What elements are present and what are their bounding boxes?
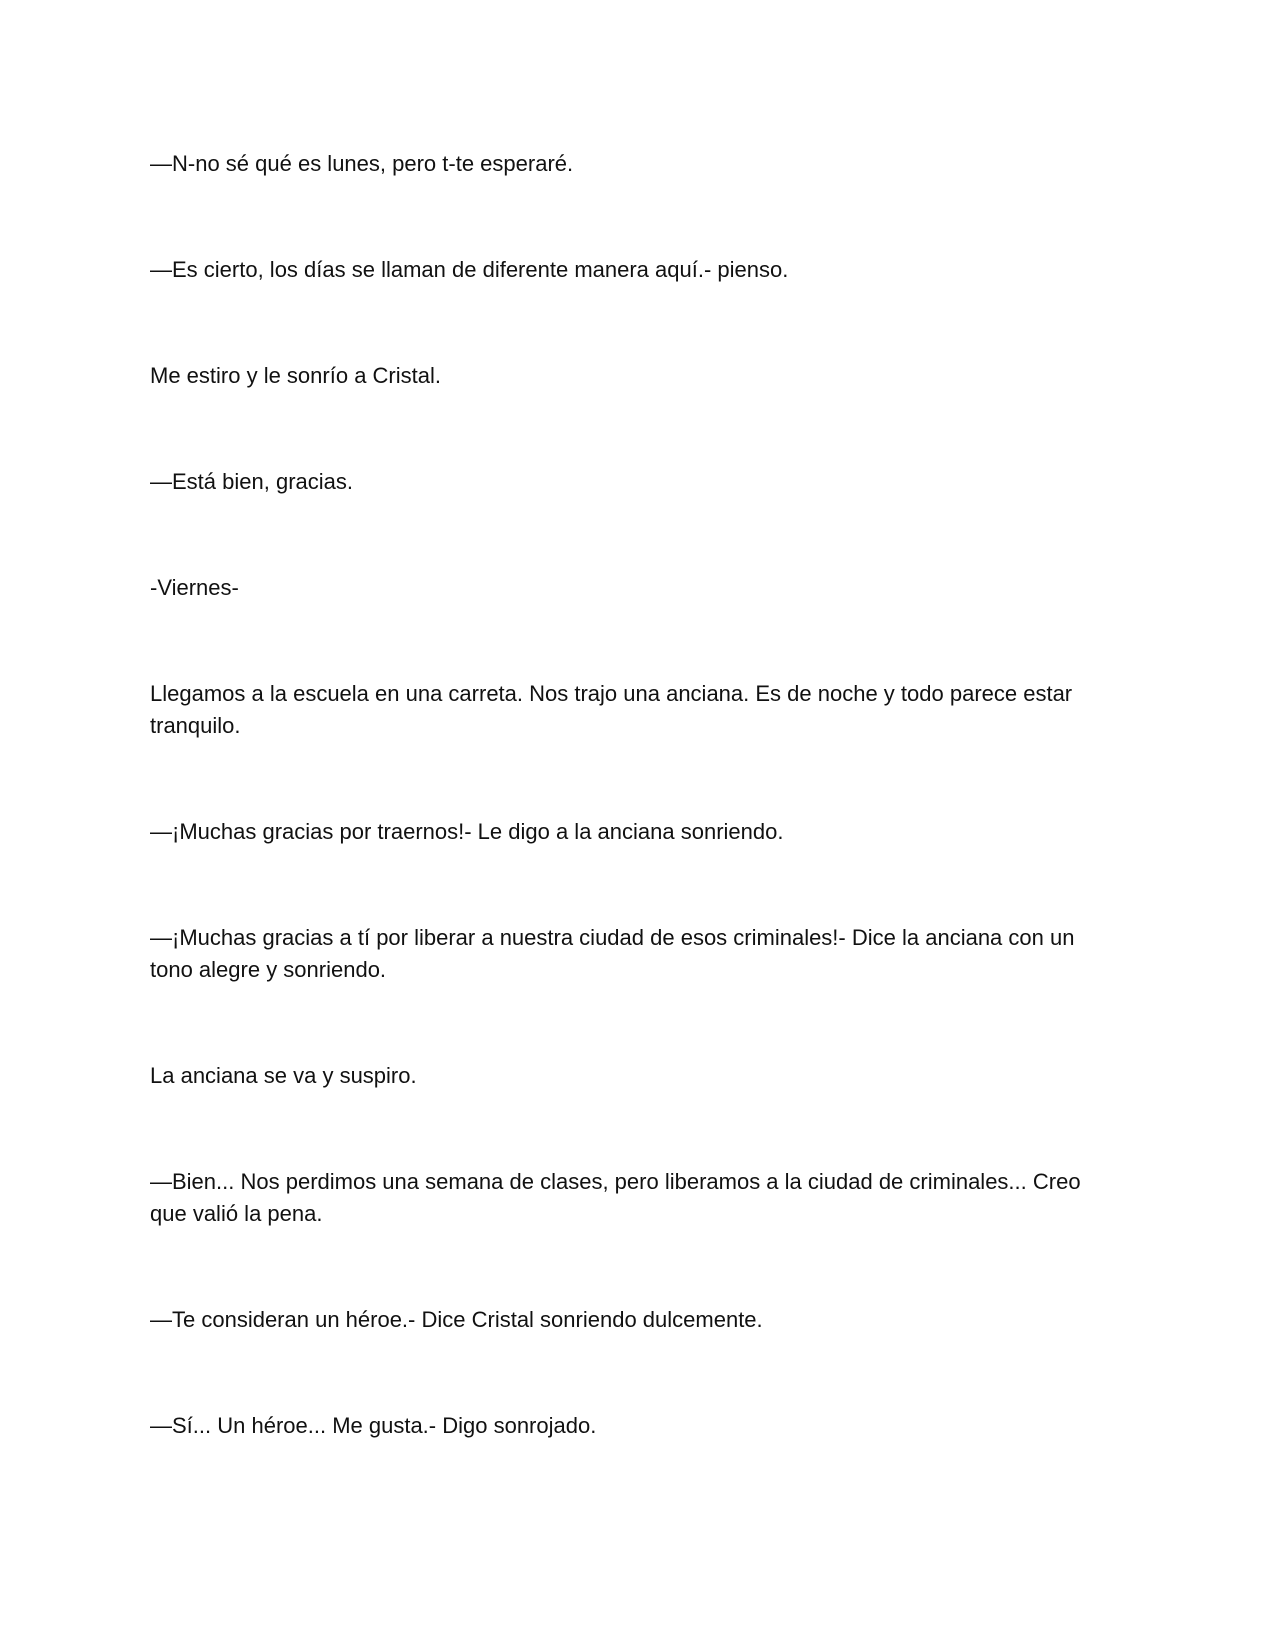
paragraph-5: -Viernes- <box>150 575 239 600</box>
paragraph-7: —¡Muchas gracias por traernos!- Le digo a la anciana sonriendo. <box>150 819 784 844</box>
paragraph-9: La anciana se va y suspiro. <box>150 1063 417 1088</box>
paragraph-4: —Está bien, gracias. <box>150 469 353 494</box>
paragraph-6: Llegamos a la escuela en una carreta. Nos trajo una anciana. Es de noche y todo parece estar tranquilo. <box>150 681 1073 738</box>
paragraph-1: —N-no sé qué es lunes, pero t-te esperaré. <box>150 151 574 176</box>
paragraph-8: —¡Muchas gracias a tí por liberar a nuestra ciudad de esos criminales!- Dice la anciana con un tono alegre y sonriendo. <box>150 925 1075 982</box>
paragraph-11: —Te consideran un héroe.- Dice Cristal sonriendo dulcemente. <box>150 1307 763 1332</box>
paragraph-3: Me estiro y le sonrío a Cristal. <box>150 363 441 388</box>
paragraph-10: —Bien... Nos perdimos una semana de clases, pero liberamos a la ciudad de criminales... Creo que valió la pena. <box>150 1169 1081 1226</box>
paragraph-2: —Es cierto, los días se llaman de diferente manera aquí.- pienso. <box>150 257 789 282</box>
paragraph-12: —Sí... Un héroe... Me gusta.- Digo sonrojado. <box>150 1413 597 1438</box>
